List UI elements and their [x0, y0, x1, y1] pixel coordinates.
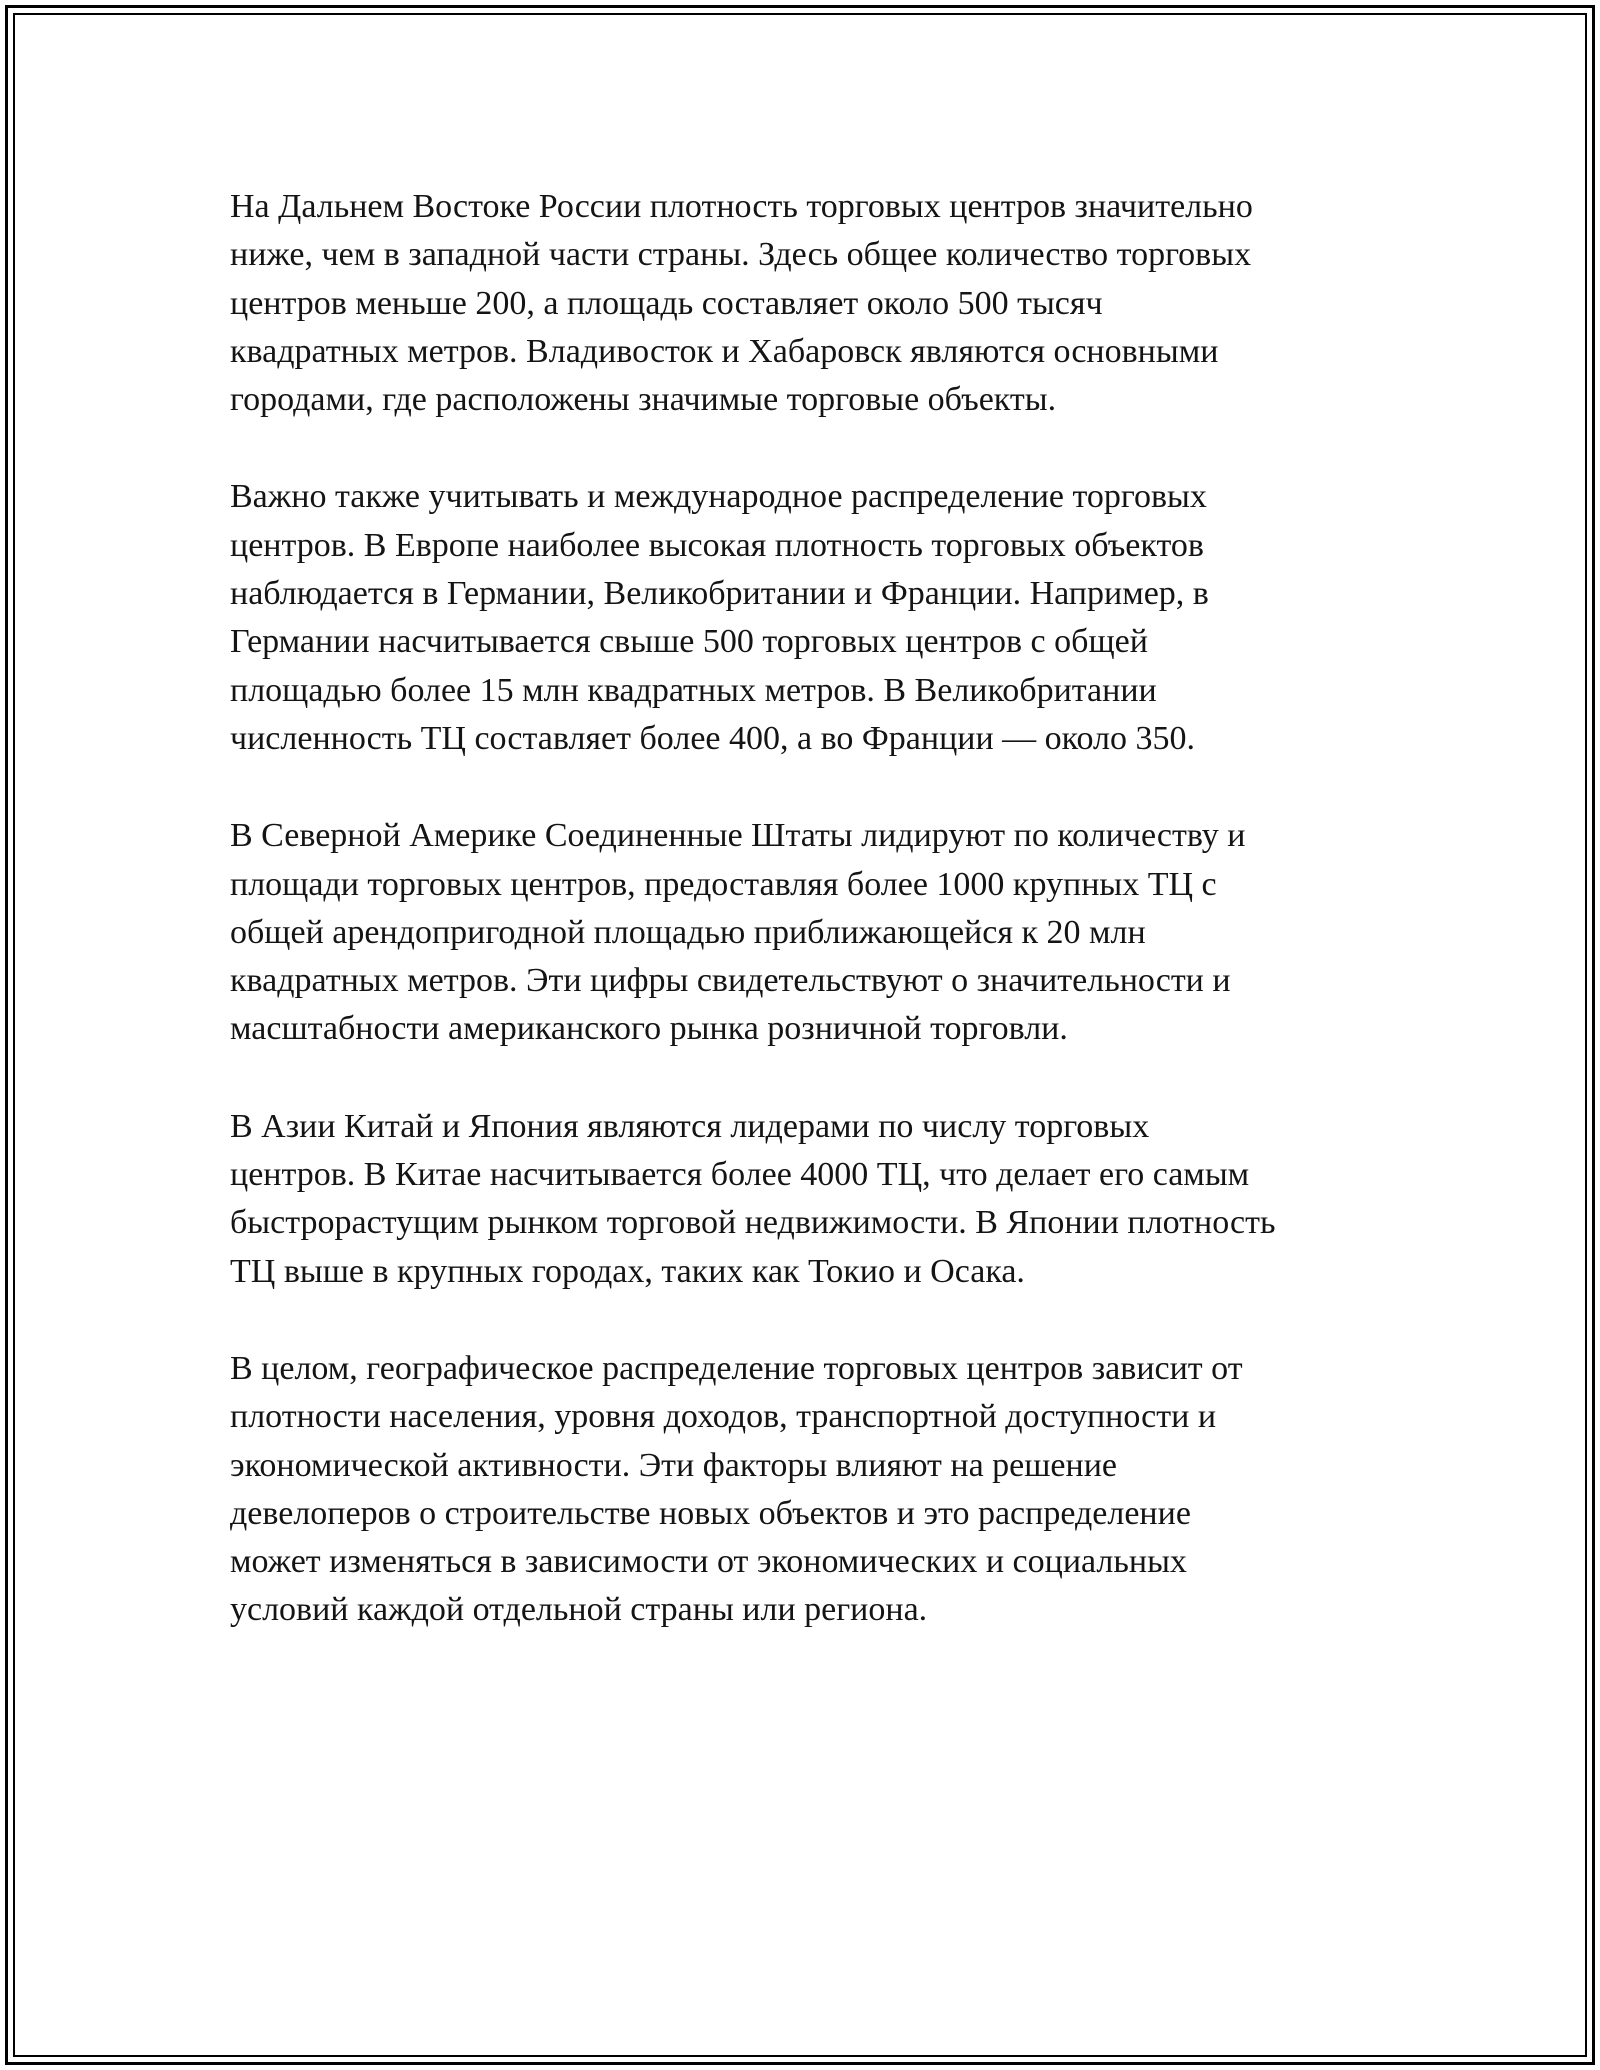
text-line: девелоперов о строительстве новых объектов и это распределение	[230, 1494, 1191, 1532]
document-body	[230, 183, 1390, 1635]
text-line: центров. В Европе наиболее высокая плотность торговых объектов	[230, 526, 1204, 564]
text-line: плотности населения, уровня доходов, транспортной доступности и	[230, 1398, 1217, 1436]
text-line: площади торговых центров, предоставляя более 1000 крупных ТЦ с	[230, 865, 1217, 903]
paragraph-far-east	[230, 183, 1390, 424]
paragraph-asia	[230, 1103, 1390, 1296]
text-line: На Дальнем Востоке России плотность торговых центров значительно	[230, 188, 1253, 225]
text-line: масштабности американского рынка розничной торговли.	[230, 1010, 1068, 1048]
text-line: городами, где расположены значимые торговые объекты.	[230, 381, 1057, 419]
text-line: численность ТЦ составляет более 400, а во Франции — около 350.	[230, 719, 1195, 757]
paragraph-conclusion	[230, 1345, 1390, 1635]
text-line: ТЦ выше в крупных городах, таких как Токио и Осака.	[230, 1252, 1025, 1290]
text-line: центров. В Китае насчитывается более 4000 ТЦ, что делает его самым	[230, 1156, 1250, 1194]
text-line: В Азии Китай и Япония являются лидерами по числу торговых	[230, 1107, 1150, 1145]
text-line: экономической активности. Эти факторы влияют на решение	[230, 1446, 1118, 1484]
text-line: наблюдается в Германии, Великобритании и Франции. Например, в	[230, 575, 1209, 613]
paragraph-north-america	[230, 812, 1390, 1053]
text-line: условий каждой отдельной страны или региона.	[230, 1591, 928, 1629]
text-line: может изменяться в зависимости от экономических и социальных	[230, 1543, 1187, 1581]
paragraph-europe	[230, 473, 1390, 763]
text-line: В целом, географическое распределение торговых центров зависит от	[230, 1349, 1243, 1387]
text-line: общей арендопригодной площадью приближающейся к 20 млн	[230, 913, 1146, 951]
text-line: быстрорастущим рынком торговой недвижимости. В Японии плотность	[230, 1204, 1276, 1242]
text-line: Важно также учитывать и международное распределение торговых	[230, 478, 1207, 516]
text-line: квадратных метров. Эти цифры свидетельствуют о значительности и	[230, 962, 1231, 1000]
text-line: В Северной Америке Соединенные Штаты лидируют по количеству и	[230, 817, 1246, 855]
text-line: центров меньше 200, а площадь составляет около 500 тысяч	[230, 284, 1103, 322]
text-line: Германии насчитывается свыше 500 торговых центров с общей	[230, 623, 1148, 661]
text-line: площадью более 15 млн квадратных метров. В Великобритании	[230, 671, 1157, 709]
text-line: квадратных метров. Владивосток и Хабаровск являются основными	[230, 332, 1219, 370]
text-line: ниже, чем в западной части страны. Здесь общее количество торговых	[230, 236, 1252, 274]
